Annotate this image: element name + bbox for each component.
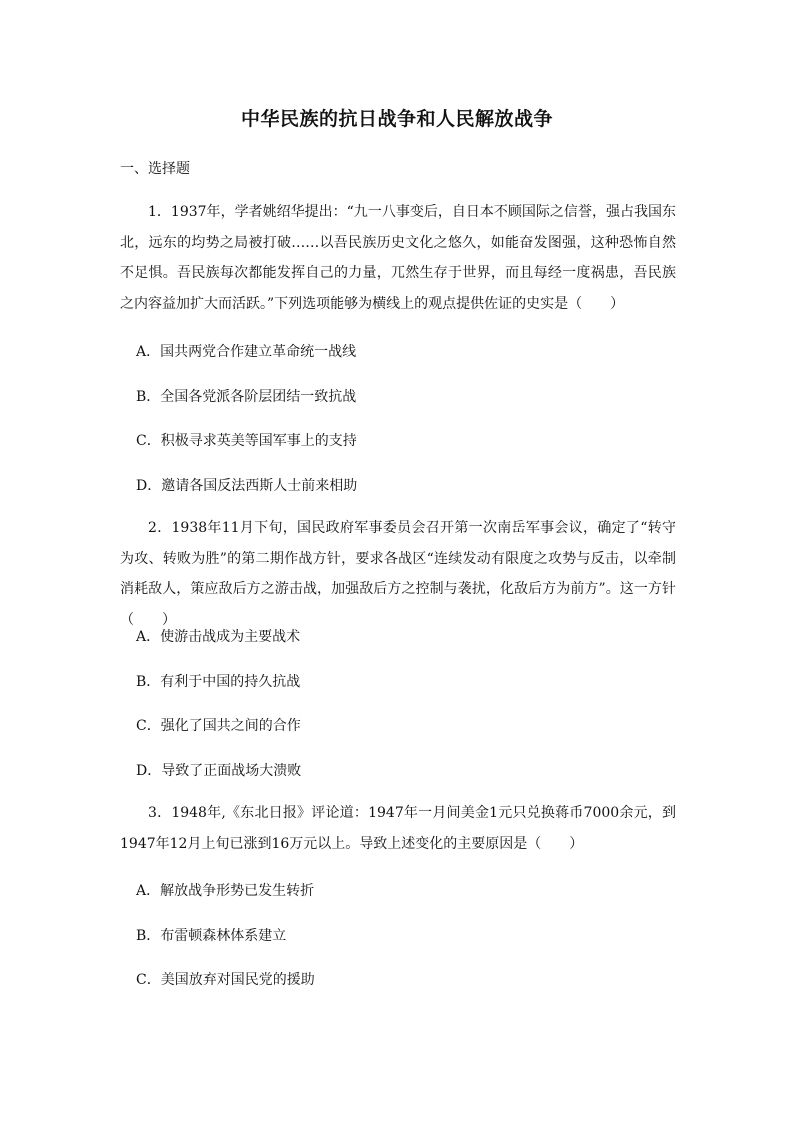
question-3-option-a: A．解放战争形势已发生转折 [136,883,315,899]
question-1-option-d: D．邀请各国反法西斯人士前来相助 [136,478,358,494]
question-2-option-c: C．强化了国共之间的合作 [136,718,301,734]
question-3-stem: 3．1948年,《东北日报》评论道：1947年一月间美金1元只兑换蒋币7000余元，到1947年12月上旬已涨到16万元以上。导致上述变化的主要原因是（ ） [120,805,676,852]
page-title: 中华民族的抗日战争和人民解放战争 [240,108,553,130]
question-3-option-b: B．布雷顿森林体系建立 [136,928,287,944]
question-3-option-c: C．美国放弃对国民党的援助 [136,972,315,988]
section-heading: 一、选择题 [120,161,190,177]
question-2-option-d: D．导致了正面战场大溃败 [136,763,302,779]
question-1-stem: 1．1937年，学者姚绍华提出：“九一八事变后，自日本不顾国际之信誉，强占我国东北，远东的均势之局被打破……以吾民族历史文化之悠久，如能奋发图强，这种恐怖自然不足惧。吾民族每次都能发挥自己的力量，兀然生存于世界，而且每经一度祸患，吾民族之内容益加扩大而活跃。”下列选项能够为横线上的观点提供佐证的史实是（ ） [120,204,676,312]
question-2-stem: 2．1938年11月下旬，国民政府军事委员会召开第一次南岳军事会议，确定了“转守为攻、转败为胜”的第二期作战方针，要求各战区“连续发动有限度之攻势与反击，以牵制消耗敌人，策应敌后方之游击战，加强敌后方之控制与袭扰，化敌后方为前方”。这一方针（ ） [120,520,676,628]
question-1-option-a: A．国共两党合作建立革命统一战线 [136,344,357,360]
question-1-option-c: C．积极寻求英美等国军事上的支持 [136,433,357,449]
question-1-option-b: B．全国各党派各阶层团结一致抗战 [136,389,357,405]
question-2-option-b: B．有利于中国的持久抗战 [136,674,301,690]
question-2-option-a: A．使游击战成为主要战术 [136,629,301,645]
